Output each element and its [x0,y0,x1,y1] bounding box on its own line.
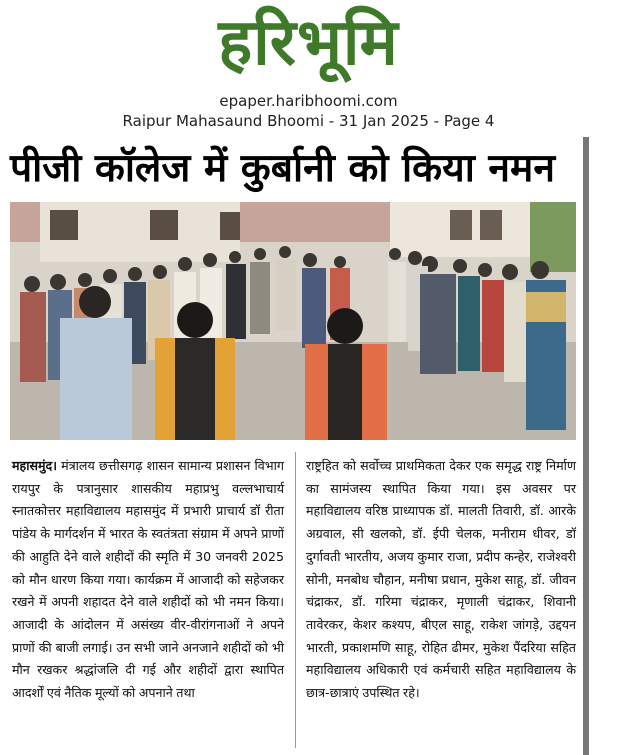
haribhoomi-logo: हरिभूमि [218,6,399,80]
article-column-2 [306,455,576,705]
column-2-text: राष्ट्रहित को सर्वोच्च प्राथमिकता देकर एक समृद्ध राष्ट्र निर्माण का सामंजस्य स्थापित किया गया। इस अवसर पर महाविद्यालय वरिष्ठ प्राध्यापक डॉ. मालती तिवारी, डॉ. आरके अग्रवाल, सी खलको, डॉ. ईपी चेलक, मनीराम धीवर, डॉ दुर्गावती भारतीय, अजय कुमार राजा, प्रदीप कन्हेर, राजेश्वरी सोनी, मनबोध चौहान, मनीषा प्रधान, मुकेश साहू, डॉ. जीवन चंद्राकर, डॉ. गरिमा चंद्राकर, मृणाली चंद्राकर, शिवानी तावेरकर, केशर कश्यप, बीएल साहू, राकेश जांगड़े, उद्दयन भारती, प्रकाशमणि साहू, रोहित ढीमर, मुकेश पैंदरिया सहित महाविद्यालय अधिकारी एवं कर्मचारी सहित महाविद्यालय के छात्र-छात्राएं उपस्थित रहे। [306,458,576,701]
column-divider [295,452,296,748]
edition-info: Raipur Mahasaund Bhoomi - 31 Jan 2025 - Page 4 [122,112,495,130]
article-headline: पीजी कॉलेज में कुर्बानी को किया नमन [10,146,556,191]
article-column-1 [12,455,284,705]
page-edge-rule [583,137,589,755]
column-1-text: मंत्रालय छत्तीसगढ़ शासन सामान्य प्रशासन विभाग रायपुर के पत्रानुसार शासकीय महाप्रभु वल्लभाचार्य स्नातकोत्तर महाविद्यालय महासमुंद में प्रभारी प्राचार्य डॉ रीता पांडेय के मार्गदर्शन में भारत के स्वतंत्रता संग्राम में अपने प्राणों की आहुति देने वाले शहीदों की स्मृति में 30 जनवरी 2025 को मौन धारण किया गया। कार्यक्रम में आजादी को सहेजकर रखने में अपनी शहादत देने वाले शहीदों को भी नमन किया। आजादी के आंदोलन में असंख्य वीर-वीरांगनाओं ने अपने प्राणों की बाजी लगाई। उन सभी जाने अनजाने शहीदों को भी मौन रखकर श्रद्धांजलि दी गई और शहीदों द्वारा स्थापित आदर्शों एवं नैतिक मूल्यों को अपनाने तथा [12,458,284,701]
epaper-url: epaper.haribhoomi.com [219,92,398,110]
masthead [0,0,617,86]
article-dateline: महासमुंद। [12,458,57,473]
news-photo [10,202,576,440]
